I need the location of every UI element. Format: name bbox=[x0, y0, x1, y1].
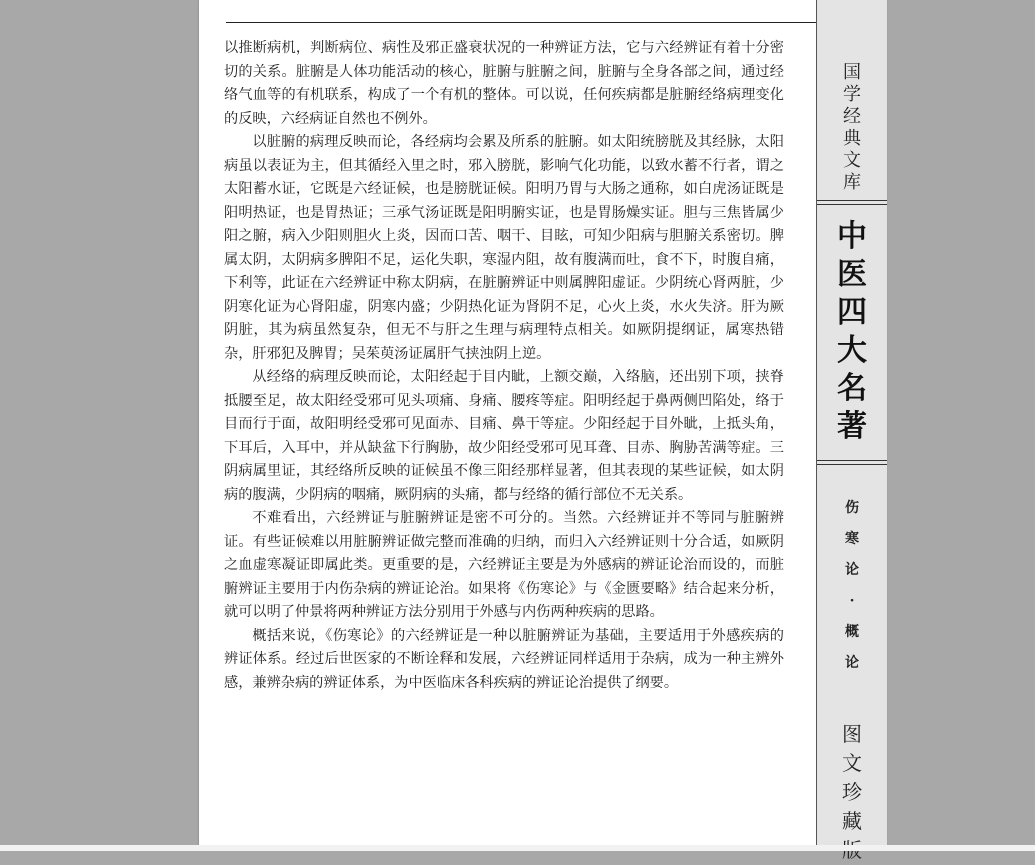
volume-char: 论 bbox=[845, 655, 859, 671]
paragraph-3: 从经络的病理反映而论，太阳经起于目内眦，上额交巅，入络脑，还出别下项，挟脊抵腰至足，故太阳经受邪可见头项痛、身痛、腰疼等症。阳明经起于鼻两侧凹陷处，络于目而行于面，故阳明经受邪可见面赤、目痛、鼻干等症。少阳经起于目外眦，上抵头角，下耳后，入耳中，并从缺盆下行胸胁，故少阳经受邪可见耳聋、目赤、胸胁苦满等症。三阴病属里证，其经络所反映的证候虽不像三阳经那样显著，但其表现的某些证候，如太阴病的腹满，少阴病的咽痛，厥阴病的头痛，都与经络的循行部位不无关系。 bbox=[224, 369, 784, 503]
series-char: 典 bbox=[843, 128, 861, 149]
band-divider bbox=[817, 464, 887, 465]
viewer-bottom-bar bbox=[0, 845, 1035, 851]
paragraph-1: 以推断病机，判断病位、病性及邪正盛衰状况的一种辨证方法，它与六经辨证有着十分密切的关系。脏腑是人体功能活动的核心，脏腑与脏腑之间，脏腑与全身各部之间，通过经络气血等的有机联系，构成了一个有机的整体。可以说，任何疾病都是脏腑经络病理变化的反映，六经病证自然也不例外。 bbox=[224, 40, 784, 127]
edition-char: 图 bbox=[842, 722, 862, 746]
brand-char: 名 bbox=[837, 371, 867, 406]
series-char: 国 bbox=[843, 62, 861, 83]
series-char: 学 bbox=[843, 84, 861, 105]
volume-char: · bbox=[849, 593, 855, 609]
volume-char: 寒 bbox=[845, 531, 859, 547]
band-divider bbox=[817, 200, 887, 201]
series-title bbox=[817, 62, 887, 194]
book-page bbox=[199, 0, 886, 845]
brand-char: 著 bbox=[837, 409, 867, 444]
brand-char: 四 bbox=[837, 295, 867, 330]
series-char: 文 bbox=[843, 150, 861, 171]
edition-title bbox=[817, 720, 887, 865]
volume-char: 概 bbox=[845, 624, 859, 640]
sidebar-band bbox=[816, 0, 887, 845]
edition-char: 文 bbox=[842, 751, 862, 775]
paragraph-5: 概括来说，《伤寒论》的六经辨证是一种以脏腑辨证为基础，主要适用于外感疾病的辨证体系。经过后世医家的不断诠释和发展，六经辨证同样适用于杂病，成为一种主辨外感，兼辨杂病的辨证体系，为中医临床各科疾病的辨证论治提供了纲要。 bbox=[224, 627, 784, 691]
volume-char: 论 bbox=[845, 562, 859, 578]
band-divider bbox=[817, 204, 887, 205]
series-char: 经 bbox=[843, 106, 861, 127]
brand-title bbox=[817, 218, 887, 446]
paragraph-4: 不难看出，六经辨证与脏腑辨证是密不可分的。当然。六经辨证并不等同与脏腑辨证。有些证候难以用脏腑辨证做完整而准确的归纳，而归入六经辨证则十分合适，如厥阴之血虚寒凝证即属此类。更重要的是，六经辨证主要是为外感病的辨证论治而设的，而脏腑辨证主要用于内伤杂病的辨证论治。如果将《伤寒论》与《金匮要略》结合起来分析，就可以明了仲景将两种辨证方法分别用于外感与内伤两种疾病的思路。 bbox=[224, 510, 784, 620]
edition-char: 珍 bbox=[842, 780, 862, 804]
brand-char: 中 bbox=[837, 219, 867, 254]
brand-char: 大 bbox=[837, 333, 867, 368]
band-divider bbox=[817, 460, 887, 461]
series-char: 库 bbox=[843, 172, 861, 193]
header-rule bbox=[226, 22, 816, 23]
brand-char: 医 bbox=[837, 257, 867, 292]
volume-char: 伤 bbox=[845, 500, 859, 516]
volume-title bbox=[817, 493, 887, 679]
edition-char: 藏 bbox=[842, 809, 862, 833]
body-text bbox=[224, 37, 784, 695]
paragraph-2: 以脏腑的病理反映而论，各经病均会累及所系的脏腑。如太阳统膀胱及其经脉，太阳病虽以表证为主，但其循经入里之时，邪入膀胱，影响气化功能，以致水蓄不行者，谓之太阳蓄水证，它既是六经证候，也是膀胱证候。阳明乃胃与大肠之通称，如白虎汤证既是阳明热证，也是胃热证；三承气汤证既是阳明腑实证，也是胃肠燥实证。胆与三焦皆属少阳之腑，病入少阳则胆火上炎，因而口苦、咽干、目眩，可知少阳病与胆腑关系密切。脾属太阴，太阴病多脾阳不足，运化失职，寒湿内阻，故有腹满而吐，食不下，时腹自痛，下利等，此证在六经辨证中称太阴病，在脏腑辨证中则属脾阳虚证。少阴统心肾两脏，少阴寒化证为心肾阳虚，阴寒内盛；少阴热化证为肾阴不足，心火上炎，水火失济。肝为厥阴脏，其为病虽然复杂，但无不与肝之生理与病理特点相关。如厥阴提纲证，属寒热错杂，肝邪犯及脾胃；吴茱萸汤证属肝气挟浊阴上逆。 bbox=[224, 134, 784, 362]
